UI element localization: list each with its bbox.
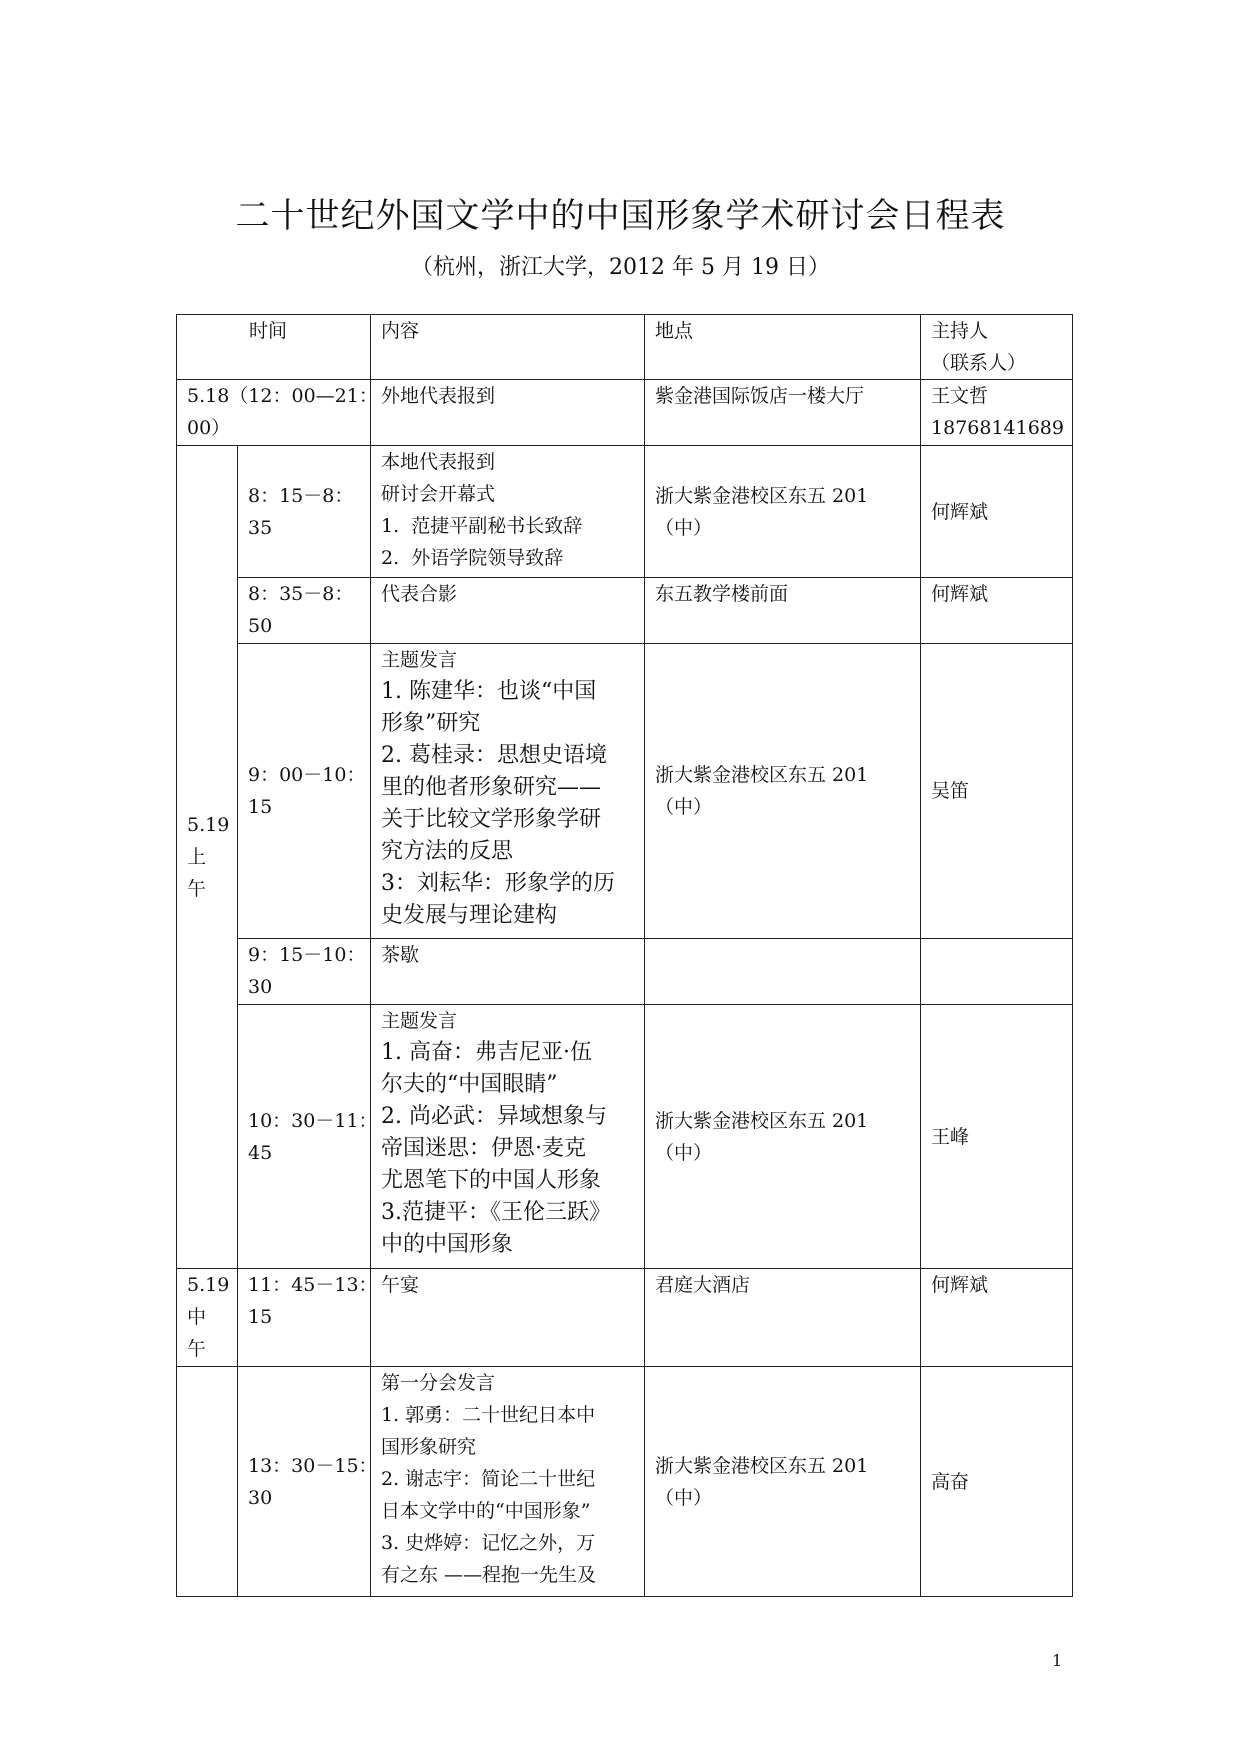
- host-cell: 王文哲 18768141689: [921, 380, 1073, 446]
- page-number: 1: [1052, 1651, 1063, 1670]
- session-label-noon: 5.19 中 午: [177, 1269, 238, 1367]
- time-cell: 11：45－13： 15: [238, 1269, 371, 1367]
- time-cell: 8：35－8： 50: [238, 578, 371, 644]
- table-row: [177, 1269, 1073, 1367]
- header-host: 主持人 （联系人）: [921, 315, 1073, 380]
- header-time: 时间: [177, 315, 371, 380]
- content-cell: 代表合影: [371, 578, 645, 644]
- header-row: [177, 315, 1073, 380]
- host-cell: 高奋: [921, 1367, 1073, 1597]
- table-row: [177, 939, 1073, 1005]
- document-subtitle: （杭州，浙江大学，2012 年 5 月 19 日）: [411, 255, 830, 280]
- host-cell: 何辉斌: [921, 1269, 1073, 1367]
- content-cell: 主题发言 1. 陈建华：也谈“中国 形象”研究 2. 葛桂录：思想史语境 里的他者形象研究—— 关于比较文学形象学研 究方法的反思 3：刘耘华：形象学的历 史发展与理论建构: [371, 644, 645, 939]
- place-cell: 东五教学楼前面: [645, 578, 921, 644]
- time-cell: 10：30－11： 45: [238, 1005, 371, 1269]
- session-label-morning: 5.19 上 午: [177, 446, 238, 1269]
- time-cell: 9：15－10： 30: [238, 939, 371, 1005]
- content-cell: 本地代表报到 研讨会开幕式 1. 范捷平副秘书长致辞 2. 外语学院领导致辞: [371, 446, 645, 578]
- place-cell: 君庭大酒店: [645, 1269, 921, 1367]
- place-cell: 紫金港国际饭店一楼大厅: [645, 380, 921, 446]
- content-cell: 午宴: [371, 1269, 645, 1367]
- time-cell: 8：15－8： 35: [238, 446, 371, 578]
- session-label-afternoon: [177, 1367, 238, 1597]
- place-cell: 浙大紫金港校区东五 201 （中）: [645, 644, 921, 939]
- host-cell: 王峰: [921, 1005, 1073, 1269]
- header-content: 内容: [371, 315, 645, 380]
- table-row: [177, 1005, 1073, 1269]
- host-cell: 吴笛: [921, 644, 1073, 939]
- table-row: [177, 446, 1073, 578]
- place-cell: [645, 939, 921, 1005]
- table-row: [177, 380, 1073, 446]
- time-cell: 9：00－10： 15: [238, 644, 371, 939]
- document-title: 二十世纪外国文学中的中国形象学术研讨会日程表: [235, 196, 1006, 236]
- table-row: [177, 644, 1073, 939]
- table-row: [177, 578, 1073, 644]
- place-cell: 浙大紫金港校区东五 201 （中）: [645, 1367, 921, 1597]
- time-cell: 5.18（12：00—21： 00）: [177, 380, 371, 446]
- time-cell: 13：30－15： 30: [238, 1367, 371, 1597]
- schedule-table: [176, 314, 1073, 1597]
- host-cell: 何辉斌: [921, 446, 1073, 578]
- content-cell: 茶歇: [371, 939, 645, 1005]
- place-cell: 浙大紫金港校区东五 201 （中）: [645, 446, 921, 578]
- place-cell: 浙大紫金港校区东五 201 （中）: [645, 1005, 921, 1269]
- content-cell: 第一分会发言 1. 郭勇：二十世纪日本中 国形象研究 2. 谢志宇：简论二十世纪 日本文学中的“中国形象” 3. 史烨婷：记忆之外，万 有之东 ——程抱一先生及: [371, 1367, 645, 1597]
- host-cell: 何辉斌: [921, 578, 1073, 644]
- host-cell: [921, 939, 1073, 1005]
- table-row: [177, 1367, 1073, 1597]
- content-cell: 主题发言 1. 高奋：弗吉尼亚·伍 尔夫的“中国眼睛” 2. 尚必武：异域想象与 帝国迷思：伊恩·麦克 尤恩笔下的中国人形象 3.范捷平：《王伦三跃》 中的中国形象: [371, 1005, 645, 1269]
- header-place: 地点: [645, 315, 921, 380]
- content-cell: 外地代表报到: [371, 380, 645, 446]
